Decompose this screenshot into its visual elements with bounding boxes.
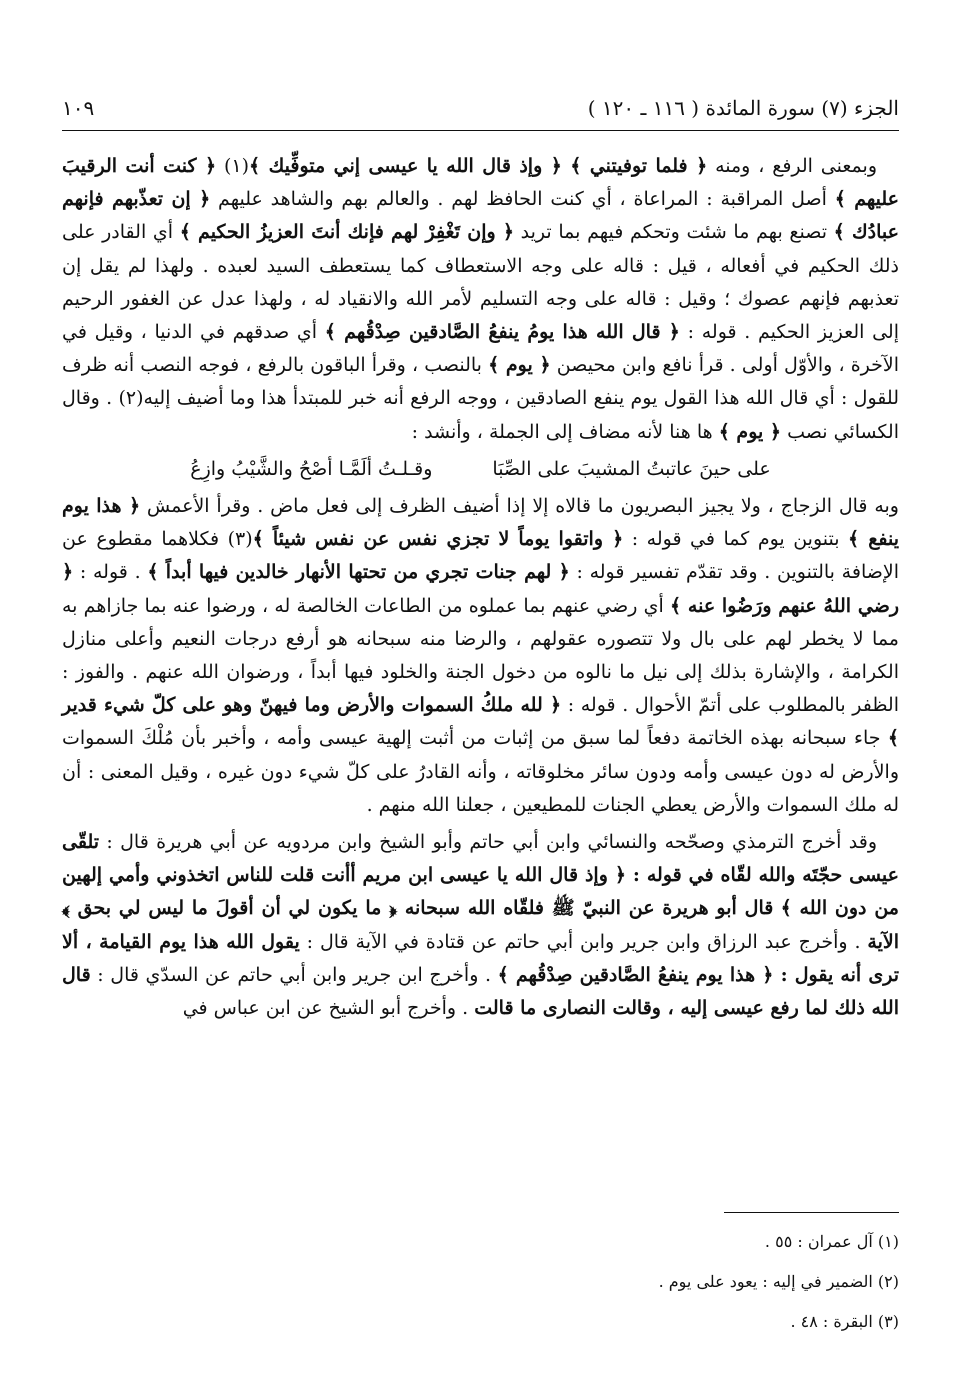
text-run: فكلاهما مقطوع عن الإضافة بالتنوين . وقد تقدّم تفسير قوله : [62, 528, 899, 584]
footnote: (٢) الضمير في إليه : يعود على يوم . [658, 1272, 899, 1291]
text-run [773, 897, 780, 919]
bold-text-run: ﴿ وإن تَغْفِرْ لهم فإنك أنتَ العزيزُ الحكيم ﴾ [179, 221, 515, 244]
text-run: . وقال الكسائي نصب [62, 387, 899, 443]
bold-text-run: ﴿ وإذ قال الله يا عيسى ابن مريم أأنت قلت للناس اتخذوني وأمي إلهين من دون الله ﴾ [62, 864, 899, 920]
page-header [62, 96, 899, 131]
paragraph [62, 150, 899, 449]
text-run: أي رضي عنهم بما عملوه من الطاعات الخالصة له ، ورضوا عنه بما جازاهم به مما لا يخطر لهم على بال ولا تتصوره عقولهم ، والرضا منه سبحانه هو أرفع درجات النعيم وأعلى منازل الكرامة ، والإشارة بذلك إلى نيل ما نالوه من دخول الجنة والخلود فيها أبداً ، ورضوان الله عنهم . والفوز : الظفر بالمطلوب على أتمّ الأحوال . قوله : [62, 594, 899, 717]
verse-hemistich-left: وقـلـتُ ألَمَّـا أصْحُ والشَّيْبُ وازِعُ [190, 457, 433, 480]
text-run: أي القادر على ذلك الحكيم في أفعاله ، قيل : قاله على وجه الاستعطاف كما يستعطف السيد لعبده . ولهذا لم يقل إن تعذبهم فإنهم عصوك ؛ وقيل : قاله على وجه التسليم لأمر الله والانقياد له ، ولهذا عدل عن الغفور الرحيم إلى العزيز الحكيم . قوله : [62, 221, 899, 344]
text-run: (٣) [227, 528, 253, 551]
text-run: بالنصب ، وقرأ الباقون بالرفع ، فوجه النصب أنه ظرف للقول : أي قال الله هذا القول يوم ينفع الصادقين ، ووجه الرفع أنه خبر للمبتدأ هذا وما أضيف إليه [62, 354, 899, 410]
paragraph [62, 490, 899, 822]
text-run: (١) [216, 155, 250, 177]
bold-text-run: ﴿ لهم جنات تجري من تحتها الأنهار خالدين فيها أبداً ﴾ [147, 561, 570, 584]
bold-text-run: ﴿ يوم ﴾ [488, 354, 551, 377]
bold-text-run: ﴿ رضي اللهُ عنهم ورَضُوا عنه ﴾ [62, 561, 899, 617]
poetry-verse [62, 453, 899, 486]
text-run: . وأخرج عبد الرزاق وابن جرير وابن أبي حاتم عن قتادة في الآية قال : [299, 930, 868, 953]
text-run: . قوله : [73, 561, 148, 584]
bold-text-run: قال أبو هريرة عن النبيّ ﷺ فلقّاه الله سبحانه [397, 897, 774, 920]
text-run: ها هنا لأنه مضاف إلى الجملة ، وأنشد : [411, 420, 719, 443]
text-run: بتنوين يوم كما في قوله : [623, 528, 849, 551]
body-text [62, 150, 899, 1029]
text-run: . وأخرج ابن جرير وابن أبي حاتم عن السدّي قال : [90, 963, 498, 986]
bold-text-run: قال الله ذلك لما رفع عيسى إليه ، وقالت النصارى ما قالت [62, 963, 899, 1020]
bold-text-run: الآية [867, 930, 899, 953]
bold-text-run: ﴿ يوم ﴾ [718, 420, 782, 443]
bold-text-run: ﴿ ما يكون لي أن أقولَ ما ليس لي بحق ﴾ [62, 897, 397, 920]
text-run: تصنع بهم ما شئت وتحكم فيهم بما تريد [514, 221, 834, 244]
text-run: وبمعنى الرفع ، ومنه [707, 155, 877, 177]
text-run: جاء سبحانه بهذه الخاتمة دفعاً لما سبق من إثبات من أثبت إلهية عيسى وأمه ، وأخبر بأن مُلْكَ السموات والأرض له دون عيسى وأمه ودون سائر مخلوقاته ، وأنه القادرُ على كلّ شيء دون غيره ، وقيل المعنى : أن له ملك السموات والأرض يعطي الجنات للمطيعين ، جعلنا الله منهم . [62, 727, 899, 816]
footnote-divider [724, 1212, 899, 1213]
bold-text-run: ﴿ كنت أنت الرقيبَ عليهم ﴾ [62, 155, 899, 211]
bold-text-run: ﴿ قال الله هذا يومُ ينفعُ الصَّادقين صِدْقُهم ﴾ [324, 321, 680, 344]
footnote: (١) آل عمران : ٥٥ . [764, 1232, 899, 1251]
text-run: أي صدقهم في الدنيا ، وقيل في الآخرة ، والأوّل أولى . قرأ نافع وابن محيصن [62, 321, 900, 377]
page-number: ١٠٩ [62, 96, 95, 120]
bold-text-run: ﴿ لله ملكُ السموات والأرض وما فيهنّ وهو على كلّ شيء قدير ﴾ [62, 694, 899, 750]
bold-text-run: ﴿ هذا يوم ينفعُ الصَّادقين صِدْقُهم ﴾ [497, 963, 774, 986]
bold-text-run: ﴿ فلما توفيتني ﴾ ﴿ وإذ قال الله يا عيسى إني متوفِّيك ﴾ [249, 155, 708, 177]
text-run: أصل المراقبة : المراعاة ، أي كنت الحافظ لهم . والعالم بهم والشاهد عليهم [210, 188, 835, 211]
text-run: (٢) [118, 387, 144, 410]
footnotes [62, 1222, 899, 1342]
text-run: . وأخرج أبو الشيخ عن ابن عباس في [182, 997, 475, 1020]
bold-text-run: ﴿ هذا يوم ينفع ﴾ [62, 495, 900, 551]
paragraph [62, 826, 899, 1025]
bold-text-run: تلقّى عيسى حجّتَه والله لقّاه في قوله : [62, 831, 899, 887]
bold-text-run: يقول الله هذا يوم القيامة ، ألا ترى أنه يقول : [62, 930, 899, 986]
text-run: وقد أخرج الترمذي وصحّحه والنسائي وابن أبي حاتم وأبو الشيخ وابن مردويه عن أبي هريرة قال : [99, 831, 877, 854]
bold-text-run: ﴿ إن تعذّبهم فإنهم عبادُك ﴾ [62, 188, 899, 244]
footnote: (٣) البقرة : ٤٨ . [790, 1312, 899, 1331]
text-run: وبه قال الزجاج ، ولا يجيز البصريون ما قالاه إلا إذا أضيف الظرف إلى فعل ماض . وقرأ الأعمش [140, 495, 899, 518]
bold-text-run: ﴿ واتقوا يوماً لا تجزي نفس عن نفس شيئاً ﴾ [252, 528, 624, 551]
running-title: الجزء (٧) سورة المائدة ( ١١٦ ـ ١٢٠ ) [587, 96, 899, 120]
verse-hemistich-right: على حينَ عاتبتُ المشيبَ على الصِّبَا [492, 457, 771, 480]
